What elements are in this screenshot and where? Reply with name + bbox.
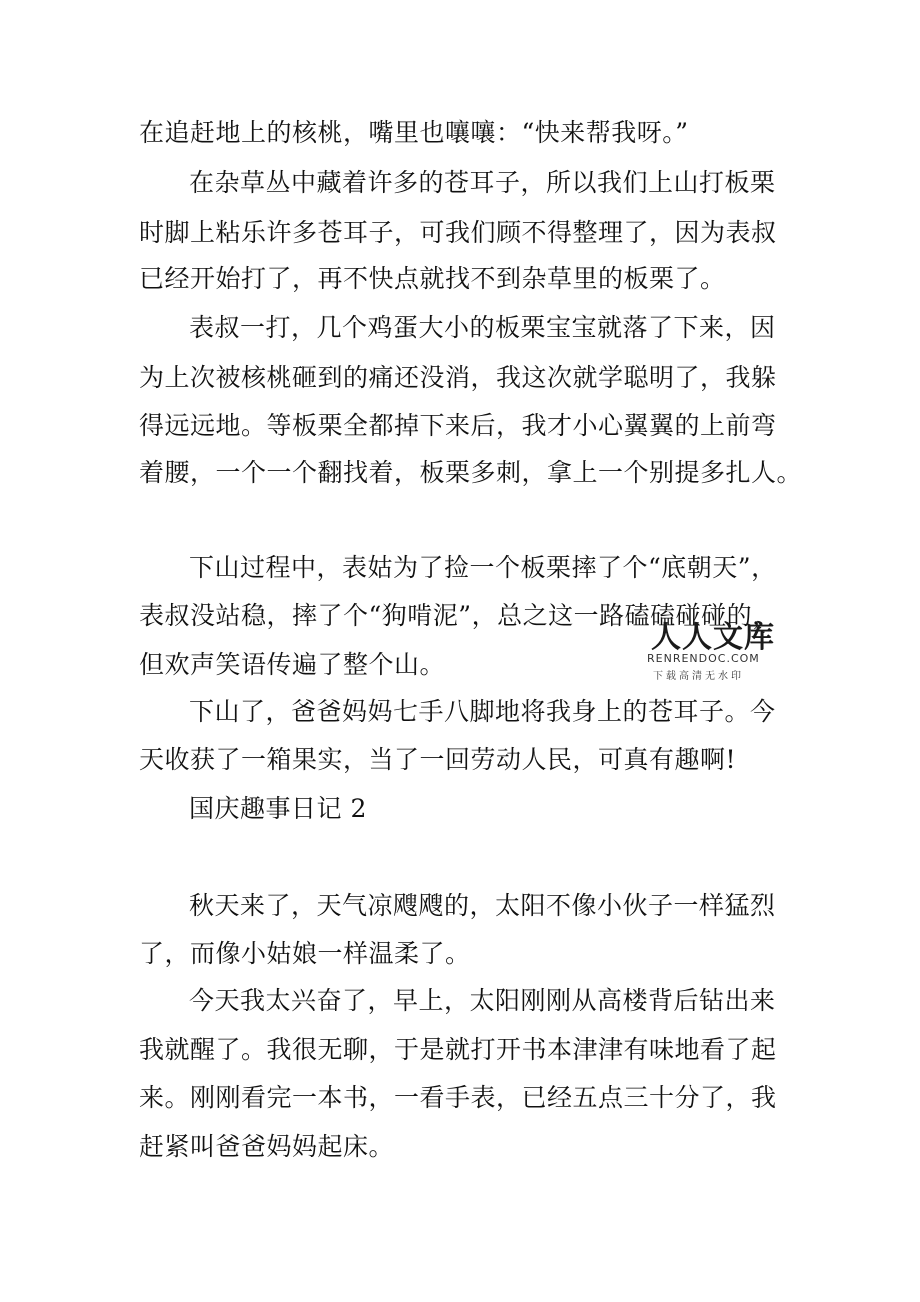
text-line: 了，而像小姑娘一样温柔了。 [139,939,471,968]
text-line: 着腰，一个一个翻找着，板栗多刺，拿上一个别提多扎人。 [139,458,803,487]
text-line: 表叔没站稳，摔了个“狗啃泥”，总之这一路磕磕碰碰的， [139,601,778,630]
text-line: 表叔一打，几个鸡蛋大小的板栗宝宝就落了下来，因 [189,313,776,342]
text-line: 下山过程中，表姑为了捡一个板栗摔了个“底朝天”， [189,553,777,582]
text-line: 为上次被核桃砸到的痛还没消，我这次就学聪明了，我躲 [139,363,777,392]
text-line: 赶紧叫爸爸妈妈起床。 [139,1132,395,1161]
text-line: 来。刚刚看完一本书，一看手表，已经五点三十分了，我 [139,1083,777,1112]
text-line: 今天我太兴奋了，早上，太阳刚刚从高楼背后钻出来 [189,986,776,1015]
text-line: 在追赶地上的核桃，嘴里也嚷嚷：“快来帮我呀。” [139,118,689,147]
text-line: 在杂草丛中藏着许多的苍耳子，所以我们上山打板栗 [189,168,776,197]
text-line: 已经开始打了，再不快点就找不到杂草里的板栗了。 [139,264,726,293]
text-line: 秋天来了，天气凉飕飕的，太阳不像小伙子一样猛烈 [189,891,776,920]
text-line: 我就醒了。我很无聊，于是就打开书本津津有味地看了起 [139,1035,777,1064]
text-line: 时脚上粘乐许多苍耳子，可我们顾不得整理了，因为表叔 [139,218,777,247]
watermark-subtitle: 下载高清无水印 [653,671,744,682]
text-line: 下山了，爸爸妈妈七手八脚地将我身上的苍耳子。今 [189,697,776,726]
section-heading: 国庆趣事日记 2 [189,794,367,823]
watermark-logo [645,612,775,684]
text-line: 得远远地。等板栗全都掉下来后，我才小心翼翼的上前弯 [139,411,777,440]
watermark-domain: RENRENDOC.COM [647,652,760,665]
text-line: 但欢声笑语传遍了整个山。 [139,650,446,679]
text-line: 天收获了一箱果实，当了一回劳动人民，可真有趣啊! [139,745,737,774]
watermark-title: 人人文库 [651,620,775,655]
